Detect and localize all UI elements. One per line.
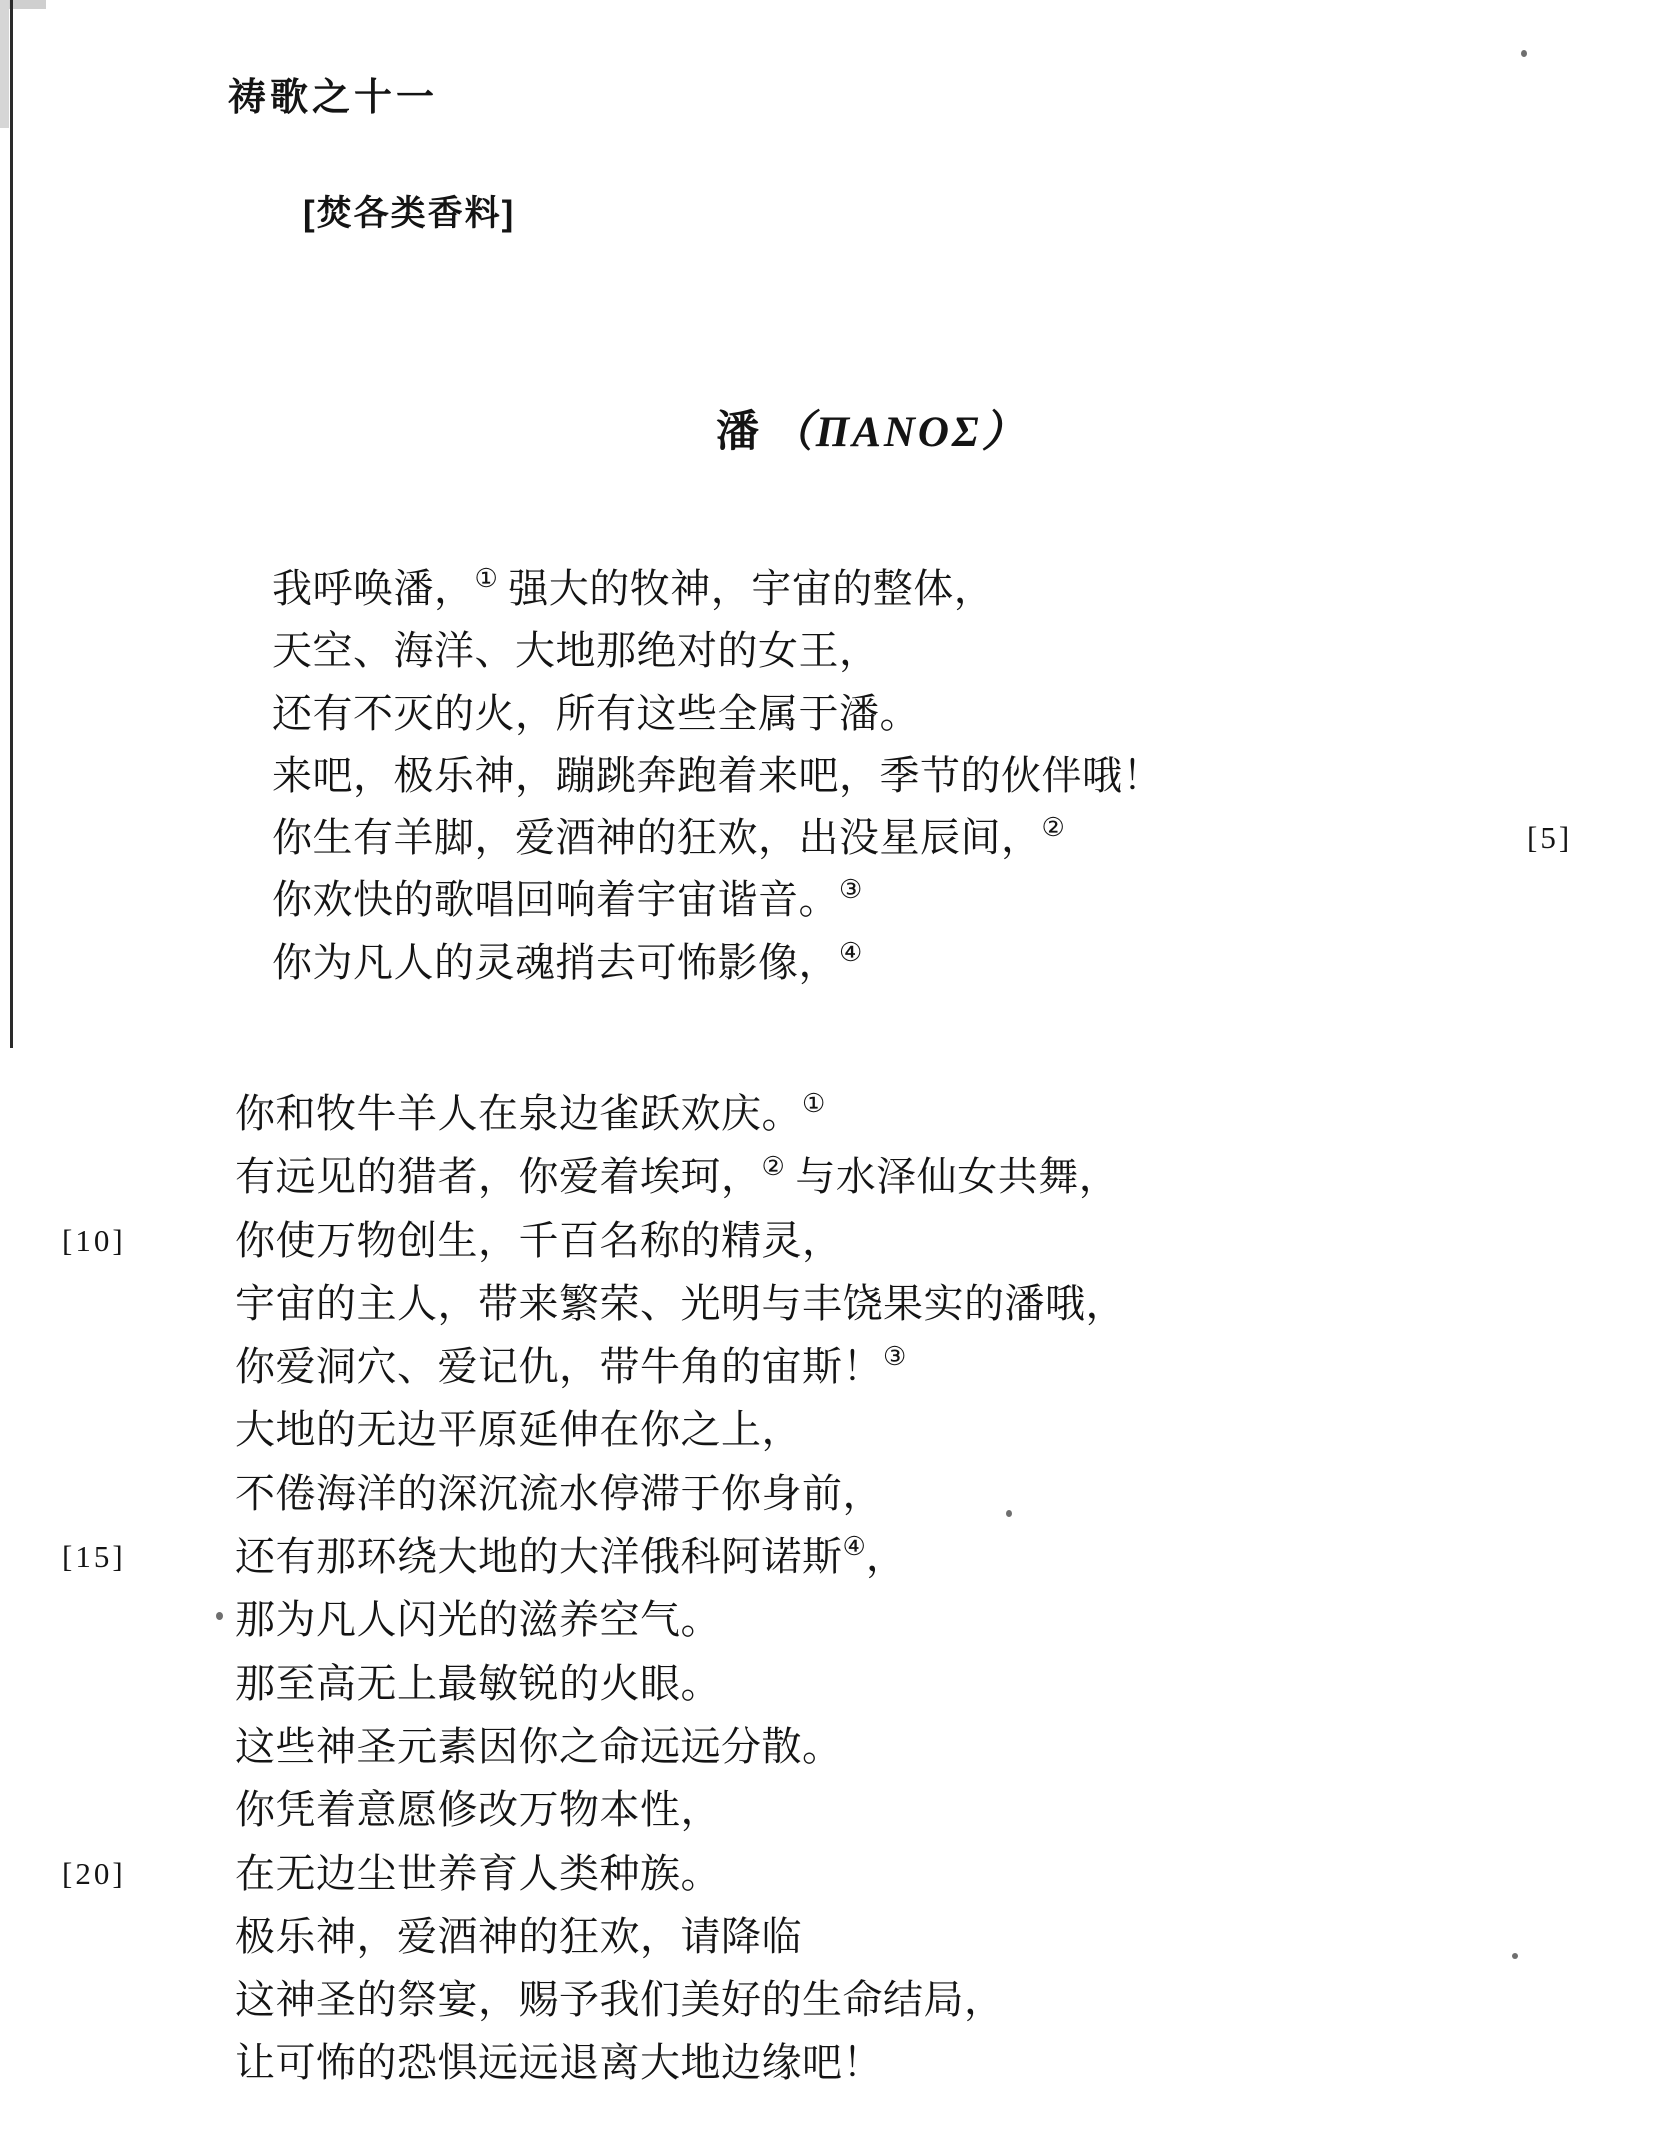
footnote-ref: ③ <box>839 875 863 905</box>
hymn-title <box>716 398 1028 459</box>
line-number-marker: [20] <box>62 1855 126 1891</box>
scan-speck <box>1512 1953 1518 1959</box>
line-text: 这神圣的祭宴，赐予我们美好的生命结局， <box>235 1977 1005 2023</box>
scan-edge-shading <box>0 0 9 128</box>
line-text: 与水泽仙女共舞， <box>784 1154 1120 1200</box>
hymn-number-heading: 祷歌之十一 <box>228 77 439 119</box>
line-text: 还有不灭的火，所有这些全属于潘。 <box>272 690 920 736</box>
poem-line <box>235 1082 1126 1145</box>
poem-line <box>272 745 1163 807</box>
scan-speck <box>1521 50 1527 57</box>
poem-line <box>62 1209 1126 1272</box>
line-text: 我呼唤潘， <box>272 566 475 611</box>
line-text: 大地的无边平原延伸在你之上， <box>235 1407 802 1453</box>
footnote-ref: ③ <box>883 1342 907 1372</box>
poem-stanza-2 <box>62 1082 1126 2095</box>
poem-line <box>272 807 1573 869</box>
line-text: 极乐神，爱酒神的狂欢，请降临 <box>235 1913 802 1959</box>
line-text: 你凭着意愿修改万物本性， <box>235 1787 721 1833</box>
line-text: 你欢快的歌唱回响着宇宙谐音。 <box>272 877 839 923</box>
hymn-title-chinese: 潘 <box>716 409 759 456</box>
footnote-ref: ④ <box>842 1532 866 1562</box>
poem-line <box>235 1588 1126 1651</box>
poem-line <box>272 558 1163 620</box>
poem-line <box>235 1652 1126 1715</box>
line-text: 不倦海洋的深沉流水停滞于你身前， <box>235 1470 883 1516</box>
page-edge-line <box>10 0 13 1048</box>
footnote-ref: ① <box>474 564 498 593</box>
poem-line <box>235 1778 1126 1841</box>
poem-line <box>235 1272 1126 1335</box>
line-text: 那为凡人闪光的滋养空气。 <box>235 1597 721 1643</box>
poem-line <box>272 683 1163 745</box>
line-text: 强大的牧神，宇宙的整体， <box>497 566 995 611</box>
poem-line <box>235 1398 1126 1461</box>
line-text: 宇宙的主人，带来繁荣、光明与丰饶果实的潘哦， <box>235 1280 1126 1326</box>
line-text: 在无边尘世养育人类种族。 <box>235 1850 721 1896</box>
scan-speck <box>216 1612 223 1620</box>
line-number-marker: [5] <box>1527 820 1573 856</box>
footnote-ref: ② <box>1041 813 1065 843</box>
line-text: 还有那环绕大地的大洋俄科阿诺斯 <box>235 1534 843 1580</box>
line-text: 你为凡人的灵魂捎去可怖影像， <box>272 939 839 985</box>
line-text: ， <box>865 1534 907 1580</box>
line-text: 你爱洞穴、爱记仇，带牛角的宙斯！ <box>235 1344 883 1390</box>
line-text: 来吧，极乐神，蹦跳奔跑着来吧，季节的伙伴哦！ <box>272 752 1163 798</box>
poem-line <box>272 869 1163 931</box>
line-text: 这些神圣元素因你之命远远分散。 <box>235 1723 843 1769</box>
poem-line <box>272 932 1163 994</box>
line-text: 你使万物创生，千百名称的精灵， <box>235 1217 843 1263</box>
poem-line <box>235 2031 1126 2094</box>
incense-instruction: [焚各类香料] <box>303 194 516 233</box>
line-text: 那至高无上最敏锐的火眼。 <box>235 1660 721 1706</box>
footnote-ref: ② <box>761 1152 785 1182</box>
poem-stanza-1 <box>272 558 1573 994</box>
hymn-title-greek: （ΠΑΝΟΣ） <box>769 409 1028 456</box>
footnote-ref: ① <box>802 1089 826 1118</box>
line-text: 你和牧牛羊人在泉边雀跃欢庆。 <box>235 1091 802 1136</box>
footnote-ref: ④ <box>839 937 863 967</box>
line-text: 有远见的猎者，你爱着埃珂， <box>235 1154 762 1200</box>
line-text: 天空、海洋、大地那绝对的女王， <box>272 628 880 674</box>
poem-line <box>235 1335 1126 1398</box>
poem-line <box>235 1715 1126 1778</box>
poem-line <box>235 1462 1126 1525</box>
poem-line <box>235 1968 1126 2031</box>
line-number-marker: [15] <box>62 1539 126 1575</box>
line-text: 你生有羊脚，爱酒神的狂欢，出没星辰间， <box>272 815 1042 861</box>
line-number-marker: [10] <box>62 1222 126 1258</box>
poem-line <box>235 1145 1126 1208</box>
poem-line <box>62 1842 1126 1905</box>
poem-line <box>235 1905 1126 1968</box>
poem-line <box>272 620 1163 682</box>
poem-line <box>62 1525 1126 1588</box>
line-text: 让可怖的恐惧远远退离大地边缘吧！ <box>235 2040 883 2086</box>
